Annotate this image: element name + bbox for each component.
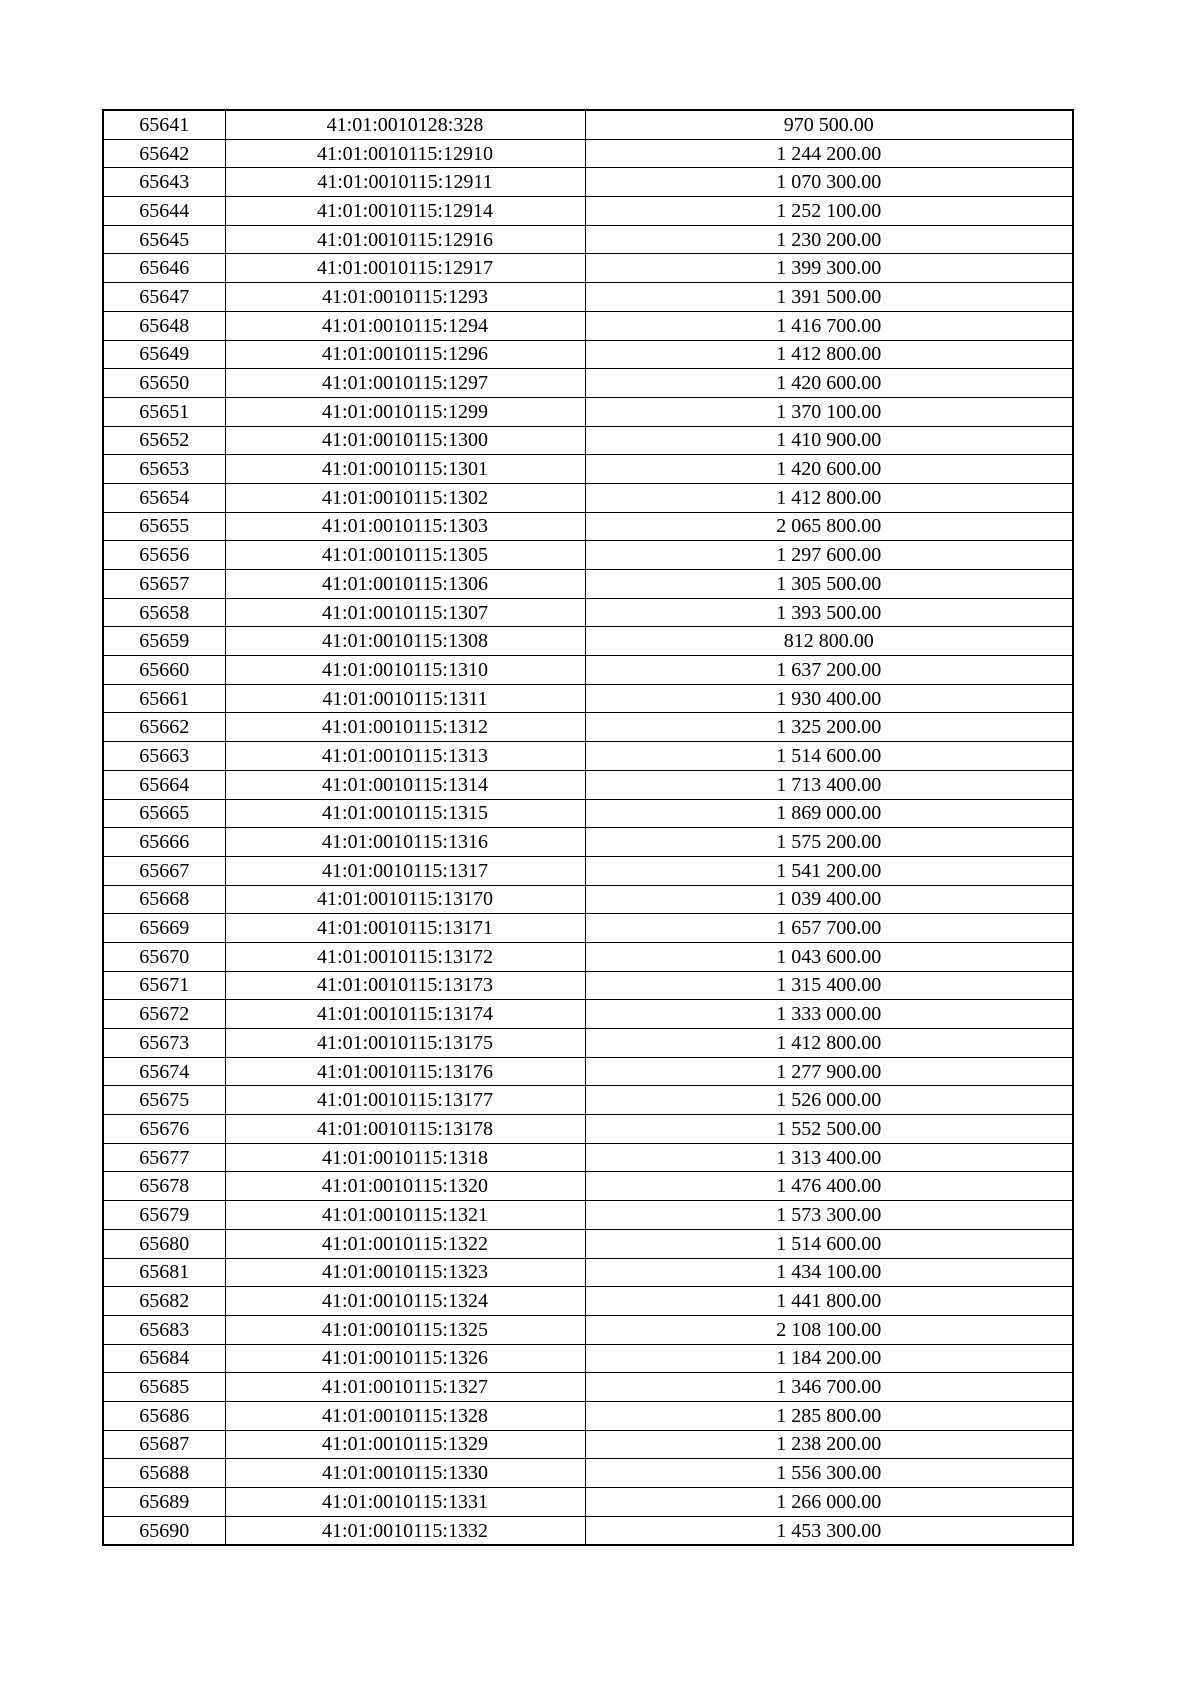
cadastral-number-cell: 41:01:0010115:1325: [225, 1315, 585, 1344]
table-row: [103, 1287, 1073, 1316]
row-number-cell: 65649: [103, 340, 225, 369]
cadastral-number-cell: 41:01:0010115:12916: [225, 225, 585, 254]
table-row: [103, 340, 1073, 369]
row-number-cell: 65682: [103, 1287, 225, 1316]
cadastral-value-cell: 1 252 100.00: [585, 197, 1073, 226]
table-row: [103, 942, 1073, 971]
cadastral-number-cell: 41:01:0010115:1318: [225, 1143, 585, 1172]
row-number-cell: 65642: [103, 139, 225, 168]
table-row: [103, 713, 1073, 742]
cadastral-value-cell: 1 266 000.00: [585, 1488, 1073, 1517]
cadastral-number-cell: 41:01:0010115:1299: [225, 397, 585, 426]
cadastral-number-cell: 41:01:0010115:1312: [225, 713, 585, 742]
cadastral-number-cell: 41:01:0010115:1311: [225, 684, 585, 713]
cadastral-value-cell: 1 412 800.00: [585, 340, 1073, 369]
table-row: [103, 1315, 1073, 1344]
row-number-cell: 65660: [103, 656, 225, 685]
cadastral-number-cell: 41:01:0010115:1323: [225, 1258, 585, 1287]
table-row: [103, 1373, 1073, 1402]
cadastral-number-cell: 41:01:0010115:1306: [225, 570, 585, 599]
cadastral-value-cell: 1 039 400.00: [585, 885, 1073, 914]
row-number-cell: 65667: [103, 856, 225, 885]
row-number-cell: 65647: [103, 283, 225, 312]
table-row: [103, 598, 1073, 627]
cadastral-number-cell: 41:01:0010115:13177: [225, 1086, 585, 1115]
table-row: [103, 1258, 1073, 1287]
cadastral-value-table: [102, 109, 1074, 1546]
row-number-cell: 65672: [103, 1000, 225, 1029]
row-number-cell: 65652: [103, 426, 225, 455]
cadastral-value-cell: 1 556 300.00: [585, 1459, 1073, 1488]
table-row: [103, 283, 1073, 312]
cadastral-value-cell: 1 552 500.00: [585, 1115, 1073, 1144]
table-row: [103, 311, 1073, 340]
cadastral-number-cell: 41:01:0010115:1314: [225, 770, 585, 799]
cadastral-value-cell: 1 346 700.00: [585, 1373, 1073, 1402]
cadastral-number-cell: 41:01:0010115:1329: [225, 1430, 585, 1459]
table-row: [103, 914, 1073, 943]
table-row: [103, 1459, 1073, 1488]
row-number-cell: 65671: [103, 971, 225, 1000]
cadastral-value-cell: 1 637 200.00: [585, 656, 1073, 685]
table-row: [103, 971, 1073, 1000]
row-number-cell: 65665: [103, 799, 225, 828]
cadastral-number-cell: 41:01:0010115:12911: [225, 168, 585, 197]
cadastral-number-cell: 41:01:0010115:12910: [225, 139, 585, 168]
cadastral-value-cell: 2 108 100.00: [585, 1315, 1073, 1344]
cadastral-value-cell: 1 370 100.00: [585, 397, 1073, 426]
cadastral-value-cell: 1 393 500.00: [585, 598, 1073, 627]
row-number-cell: 65688: [103, 1459, 225, 1488]
table-row: [103, 197, 1073, 226]
cadastral-value-cell: 1 399 300.00: [585, 254, 1073, 283]
cadastral-number-cell: 41:01:0010115:1316: [225, 828, 585, 857]
cadastral-value-cell: 1 434 100.00: [585, 1258, 1073, 1287]
cadastral-value-cell: 1 244 200.00: [585, 139, 1073, 168]
row-number-cell: 65656: [103, 541, 225, 570]
cadastral-number-cell: 41:01:0010115:1310: [225, 656, 585, 685]
table-row: [103, 1401, 1073, 1430]
cadastral-value-cell: 1 930 400.00: [585, 684, 1073, 713]
table-row: [103, 856, 1073, 885]
cadastral-value-cell: 1 441 800.00: [585, 1287, 1073, 1316]
cadastral-number-cell: 41:01:0010115:1327: [225, 1373, 585, 1402]
cadastral-value-cell: 1 412 800.00: [585, 1029, 1073, 1058]
table-row: [103, 1516, 1073, 1545]
cadastral-value-cell: 1 333 000.00: [585, 1000, 1073, 1029]
table-row: [103, 168, 1073, 197]
table-row: [103, 1086, 1073, 1115]
cadastral-value-cell: 1 420 600.00: [585, 369, 1073, 398]
cadastral-number-cell: 41:01:0010115:1331: [225, 1488, 585, 1517]
cadastral-value-cell: 1 277 900.00: [585, 1057, 1073, 1086]
table-row: [103, 885, 1073, 914]
cadastral-value-cell: 2 065 800.00: [585, 512, 1073, 541]
row-number-cell: 65677: [103, 1143, 225, 1172]
table-row: [103, 426, 1073, 455]
table-row: [103, 1229, 1073, 1258]
cadastral-number-cell: 41:01:0010115:13173: [225, 971, 585, 1000]
cadastral-value-cell: 812 800.00: [585, 627, 1073, 656]
row-number-cell: 65659: [103, 627, 225, 656]
cadastral-value-cell: 1 526 000.00: [585, 1086, 1073, 1115]
row-number-cell: 65684: [103, 1344, 225, 1373]
row-number-cell: 65670: [103, 942, 225, 971]
row-number-cell: 65679: [103, 1201, 225, 1230]
table-row: [103, 1344, 1073, 1373]
cadastral-value-cell: 1 391 500.00: [585, 283, 1073, 312]
cadastral-value-cell: 1 238 200.00: [585, 1430, 1073, 1459]
row-number-cell: 65666: [103, 828, 225, 857]
table-row: [103, 512, 1073, 541]
row-number-cell: 65689: [103, 1488, 225, 1517]
cadastral-value-cell: 1 325 200.00: [585, 713, 1073, 742]
cadastral-number-cell: 41:01:0010115:1300: [225, 426, 585, 455]
cadastral-number-cell: 41:01:0010115:1332: [225, 1516, 585, 1545]
cadastral-value-cell: 1 070 300.00: [585, 168, 1073, 197]
row-number-cell: 65648: [103, 311, 225, 340]
cadastral-value-cell: 1 541 200.00: [585, 856, 1073, 885]
row-number-cell: 65641: [103, 110, 225, 139]
cadastral-number-cell: 41:01:0010115:1302: [225, 483, 585, 512]
cadastral-number-cell: 41:01:0010115:12917: [225, 254, 585, 283]
cadastral-value-cell: 1 297 600.00: [585, 541, 1073, 570]
row-number-cell: 65686: [103, 1401, 225, 1430]
cadastral-number-cell: 41:01:0010115:1297: [225, 369, 585, 398]
cadastral-number-cell: 41:01:0010115:1324: [225, 1287, 585, 1316]
cadastral-number-cell: 41:01:0010115:1326: [225, 1344, 585, 1373]
cadastral-number-cell: 41:01:0010115:1330: [225, 1459, 585, 1488]
table-row: [103, 225, 1073, 254]
cadastral-value-cell: 1 514 600.00: [585, 742, 1073, 771]
cadastral-number-cell: 41:01:0010115:1296: [225, 340, 585, 369]
cadastral-number-cell: 41:01:0010115:1328: [225, 1401, 585, 1430]
cadastral-number-cell: 41:01:0010115:1294: [225, 311, 585, 340]
cadastral-value-cell: 1 043 600.00: [585, 942, 1073, 971]
table-row: [103, 110, 1073, 139]
table-row: [103, 770, 1073, 799]
cadastral-number-cell: 41:01:0010115:13171: [225, 914, 585, 943]
row-number-cell: 65680: [103, 1229, 225, 1258]
row-number-cell: 65687: [103, 1430, 225, 1459]
cadastral-value-cell: 1 713 400.00: [585, 770, 1073, 799]
cadastral-value-cell: 1 315 400.00: [585, 971, 1073, 1000]
cadastral-value-cell: 1 420 600.00: [585, 455, 1073, 484]
table-row: [103, 656, 1073, 685]
cadastral-value-cell: 1 416 700.00: [585, 311, 1073, 340]
cadastral-number-cell: 41:01:0010115:1313: [225, 742, 585, 771]
table-row: [103, 1201, 1073, 1230]
table-row: [103, 1488, 1073, 1517]
cadastral-number-cell: 41:01:0010115:1308: [225, 627, 585, 656]
row-number-cell: 65664: [103, 770, 225, 799]
row-number-cell: 65681: [103, 1258, 225, 1287]
row-number-cell: 65678: [103, 1172, 225, 1201]
cadastral-number-cell: 41:01:0010115:13176: [225, 1057, 585, 1086]
cadastral-value-cell: 1 453 300.00: [585, 1516, 1073, 1545]
row-number-cell: 65676: [103, 1115, 225, 1144]
table-row: [103, 1115, 1073, 1144]
table-row: [103, 1029, 1073, 1058]
cadastral-number-cell: 41:01:0010115:1301: [225, 455, 585, 484]
cadastral-value-cell: 1 412 800.00: [585, 483, 1073, 512]
table-row: [103, 1000, 1073, 1029]
cadastral-number-cell: 41:01:0010115:13178: [225, 1115, 585, 1144]
cadastral-value-cell: 970 500.00: [585, 110, 1073, 139]
table-row: [103, 684, 1073, 713]
table-row: [103, 1430, 1073, 1459]
table-row: [103, 397, 1073, 426]
table-row: [103, 139, 1073, 168]
row-number-cell: 65654: [103, 483, 225, 512]
table-row: [103, 1172, 1073, 1201]
row-number-cell: 65668: [103, 885, 225, 914]
row-number-cell: 65657: [103, 570, 225, 599]
cadastral-number-cell: 41:01:0010115:1303: [225, 512, 585, 541]
cadastral-number-cell: 41:01:0010115:1305: [225, 541, 585, 570]
cadastral-number-cell: 41:01:0010115:1322: [225, 1229, 585, 1258]
row-number-cell: 65669: [103, 914, 225, 943]
table-row: [103, 1057, 1073, 1086]
cadastral-number-cell: 41:01:0010128:328: [225, 110, 585, 139]
row-number-cell: 65675: [103, 1086, 225, 1115]
cadastral-value-cell: 1 285 800.00: [585, 1401, 1073, 1430]
cadastral-number-cell: 41:01:0010115:13175: [225, 1029, 585, 1058]
row-number-cell: 65643: [103, 168, 225, 197]
table-row: [103, 570, 1073, 599]
cadastral-number-cell: 41:01:0010115:1307: [225, 598, 585, 627]
table-row: [103, 541, 1073, 570]
cadastral-number-cell: 41:01:0010115:1315: [225, 799, 585, 828]
cadastral-number-cell: 41:01:0010115:13170: [225, 885, 585, 914]
row-number-cell: 65644: [103, 197, 225, 226]
cadastral-value-cell: 1 184 200.00: [585, 1344, 1073, 1373]
cadastral-value-cell: 1 230 200.00: [585, 225, 1073, 254]
row-number-cell: 65661: [103, 684, 225, 713]
cadastral-number-cell: 41:01:0010115:13174: [225, 1000, 585, 1029]
cadastral-value-cell: 1 476 400.00: [585, 1172, 1073, 1201]
cadastral-number-cell: 41:01:0010115:1293: [225, 283, 585, 312]
cadastral-value-cell: 1 869 000.00: [585, 799, 1073, 828]
cadastral-number-cell: 41:01:0010115:1317: [225, 856, 585, 885]
cadastral-value-cell: 1 305 500.00: [585, 570, 1073, 599]
row-number-cell: 65662: [103, 713, 225, 742]
table-row: [103, 742, 1073, 771]
cadastral-number-cell: 41:01:0010115:12914: [225, 197, 585, 226]
row-number-cell: 65650: [103, 369, 225, 398]
row-number-cell: 65663: [103, 742, 225, 771]
cadastral-number-cell: 41:01:0010115:1321: [225, 1201, 585, 1230]
row-number-cell: 65645: [103, 225, 225, 254]
cadastral-number-cell: 41:01:0010115:13172: [225, 942, 585, 971]
table-row: [103, 455, 1073, 484]
table-row: [103, 254, 1073, 283]
row-number-cell: 65673: [103, 1029, 225, 1058]
row-number-cell: 65674: [103, 1057, 225, 1086]
row-number-cell: 65653: [103, 455, 225, 484]
cadastral-value-cell: 1 410 900.00: [585, 426, 1073, 455]
table-row: [103, 369, 1073, 398]
cadastral-value-cell: 1 313 400.00: [585, 1143, 1073, 1172]
table-row: [103, 1143, 1073, 1172]
table-body: [103, 110, 1073, 1545]
table-row: [103, 627, 1073, 656]
row-number-cell: 65685: [103, 1373, 225, 1402]
row-number-cell: 65651: [103, 397, 225, 426]
cadastral-value-cell: 1 573 300.00: [585, 1201, 1073, 1230]
row-number-cell: 65690: [103, 1516, 225, 1545]
row-number-cell: 65683: [103, 1315, 225, 1344]
row-number-cell: 65646: [103, 254, 225, 283]
cadastral-value-cell: 1 575 200.00: [585, 828, 1073, 857]
cadastral-value-cell: 1 657 700.00: [585, 914, 1073, 943]
cadastral-value-cell: 1 514 600.00: [585, 1229, 1073, 1258]
row-number-cell: 65655: [103, 512, 225, 541]
table-row: [103, 799, 1073, 828]
row-number-cell: 65658: [103, 598, 225, 627]
cadastral-number-cell: 41:01:0010115:1320: [225, 1172, 585, 1201]
table-row: [103, 483, 1073, 512]
table-row: [103, 828, 1073, 857]
